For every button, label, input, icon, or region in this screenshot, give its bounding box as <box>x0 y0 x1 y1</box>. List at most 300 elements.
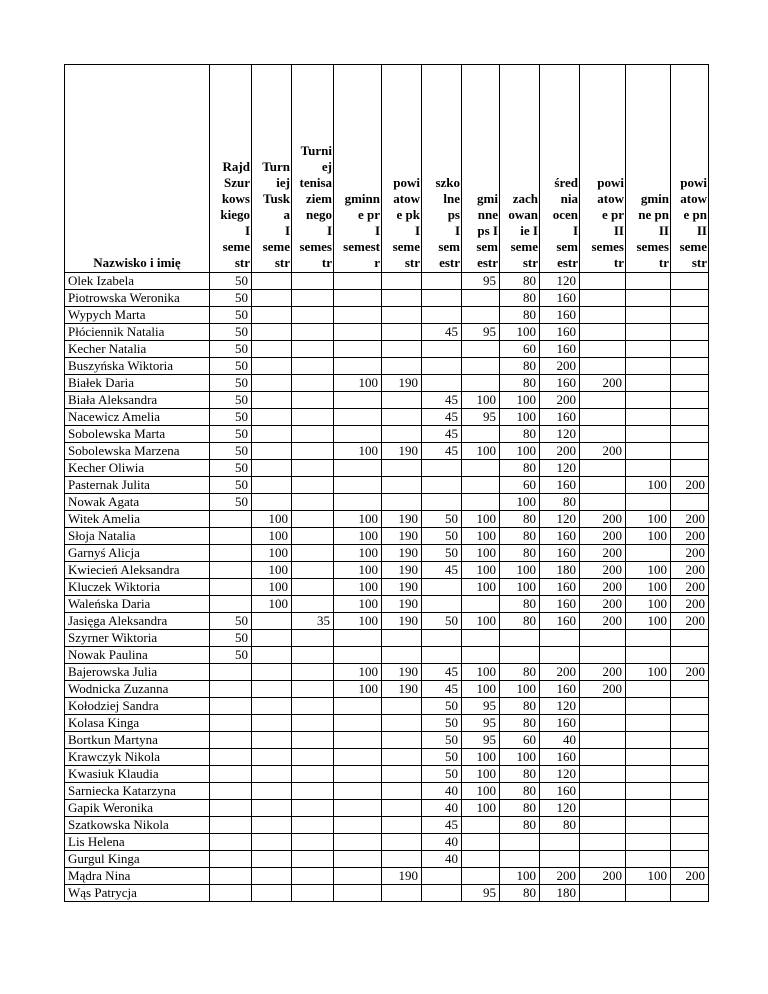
score-cell <box>382 783 422 800</box>
score-cell <box>626 817 671 834</box>
score-cell <box>580 358 626 375</box>
score-cell <box>580 715 626 732</box>
score-cell: 160 <box>540 290 580 307</box>
score-cell: 190 <box>382 868 422 885</box>
score-cell: 100 <box>462 528 500 545</box>
score-cell: 50 <box>210 392 252 409</box>
score-cell <box>292 885 334 902</box>
score-cell <box>292 460 334 477</box>
score-cell <box>671 494 709 511</box>
table-row <box>65 715 709 732</box>
student-name-cell: Kecher Natalia <box>65 341 210 358</box>
score-cell <box>292 732 334 749</box>
student-name-cell: Witek Amelia <box>65 511 210 528</box>
score-cell: 80 <box>500 273 540 290</box>
score-cell <box>382 885 422 902</box>
score-cell <box>626 358 671 375</box>
score-cell: 100 <box>626 613 671 630</box>
score-cell: 50 <box>422 749 462 766</box>
score-cell <box>252 732 292 749</box>
score-cell <box>580 834 626 851</box>
score-cell <box>334 426 382 443</box>
score-cell <box>382 477 422 494</box>
score-cell: 100 <box>334 681 382 698</box>
score-cell <box>210 562 252 579</box>
score-cell <box>292 868 334 885</box>
score-cell: 200 <box>540 358 580 375</box>
score-cell <box>210 766 252 783</box>
score-cell <box>671 630 709 647</box>
table-row <box>65 783 709 800</box>
score-cell <box>422 477 462 494</box>
score-cell: 100 <box>462 766 500 783</box>
score-cell <box>422 273 462 290</box>
score-cell: 50 <box>210 375 252 392</box>
score-cell <box>292 851 334 868</box>
score-cell <box>334 477 382 494</box>
score-cell <box>671 851 709 868</box>
score-cell <box>462 817 500 834</box>
score-cell <box>462 375 500 392</box>
score-cell <box>382 647 422 664</box>
score-cell <box>422 494 462 511</box>
student-name-cell: Gapik Weronika <box>65 800 210 817</box>
table-row <box>65 290 709 307</box>
score-cell <box>252 647 292 664</box>
score-cell: 100 <box>334 596 382 613</box>
score-cell: 80 <box>500 698 540 715</box>
score-cell <box>210 698 252 715</box>
score-cell <box>671 834 709 851</box>
score-cell: 180 <box>540 562 580 579</box>
score-cell: 160 <box>540 324 580 341</box>
score-cell <box>422 307 462 324</box>
score-cell: 50 <box>422 715 462 732</box>
student-name-cell: Piotrowska Weronika <box>65 290 210 307</box>
score-cell: 160 <box>540 783 580 800</box>
score-cell <box>671 732 709 749</box>
score-cell: 80 <box>500 290 540 307</box>
student-name-cell: Nowak Agata <box>65 494 210 511</box>
score-cell <box>210 579 252 596</box>
score-cell <box>382 749 422 766</box>
table-row <box>65 358 709 375</box>
score-cell <box>671 460 709 477</box>
score-cell <box>626 732 671 749</box>
column-header-2: Turn iej Tusk a I seme str <box>252 65 292 273</box>
score-cell: 200 <box>580 511 626 528</box>
score-cell: 80 <box>500 426 540 443</box>
score-cell: 45 <box>422 817 462 834</box>
score-cell: 200 <box>580 681 626 698</box>
score-cell: 190 <box>382 613 422 630</box>
score-cell: 160 <box>540 749 580 766</box>
table-row <box>65 868 709 885</box>
score-cell <box>334 341 382 358</box>
score-cell: 100 <box>500 324 540 341</box>
score-cell: 160 <box>540 681 580 698</box>
score-cell: 80 <box>500 885 540 902</box>
score-cell: 160 <box>540 613 580 630</box>
score-cell <box>334 749 382 766</box>
score-cell <box>671 358 709 375</box>
score-cell: 100 <box>462 545 500 562</box>
score-cell: 200 <box>580 868 626 885</box>
score-cell <box>580 273 626 290</box>
score-cell <box>292 664 334 681</box>
table-row <box>65 817 709 834</box>
score-cell <box>292 341 334 358</box>
score-cell: 80 <box>500 817 540 834</box>
score-cell <box>671 375 709 392</box>
score-cell <box>540 851 580 868</box>
score-cell: 100 <box>334 511 382 528</box>
student-name-cell: Krawczyk Nikola <box>65 749 210 766</box>
score-cell: 80 <box>500 375 540 392</box>
score-cell <box>292 647 334 664</box>
score-cell: 100 <box>626 664 671 681</box>
score-cell: 200 <box>580 613 626 630</box>
score-cell <box>292 358 334 375</box>
score-cell: 100 <box>626 477 671 494</box>
score-cell: 200 <box>580 664 626 681</box>
score-cell: 200 <box>580 596 626 613</box>
score-cell <box>580 800 626 817</box>
score-cell <box>382 392 422 409</box>
score-cell: 190 <box>382 596 422 613</box>
score-cell: 200 <box>540 443 580 460</box>
score-cell <box>252 494 292 511</box>
student-name-cell: Garnyś Alicja <box>65 545 210 562</box>
score-cell: 100 <box>500 868 540 885</box>
score-cell: 100 <box>500 409 540 426</box>
table-row <box>65 460 709 477</box>
table-header <box>65 65 709 273</box>
score-cell <box>626 783 671 800</box>
score-cell: 80 <box>500 800 540 817</box>
score-cell <box>292 579 334 596</box>
score-cell: 50 <box>422 528 462 545</box>
score-cell: 200 <box>671 545 709 562</box>
score-cell: 50 <box>422 511 462 528</box>
table-row <box>65 664 709 681</box>
score-cell <box>292 511 334 528</box>
score-cell: 60 <box>500 341 540 358</box>
score-cell <box>500 851 540 868</box>
student-name-cell: Olek Izabela <box>65 273 210 290</box>
score-cell <box>626 681 671 698</box>
score-cell: 160 <box>540 409 580 426</box>
table-row <box>65 392 709 409</box>
score-cell: 45 <box>422 681 462 698</box>
score-cell <box>292 630 334 647</box>
score-cell: 50 <box>210 358 252 375</box>
score-cell: 120 <box>540 273 580 290</box>
score-cell <box>382 307 422 324</box>
score-cell <box>500 647 540 664</box>
student-name-cell: Gurgul Kinga <box>65 851 210 868</box>
table-row <box>65 630 709 647</box>
score-cell <box>382 409 422 426</box>
score-cell <box>210 545 252 562</box>
score-cell: 80 <box>500 783 540 800</box>
score-cell <box>422 885 462 902</box>
score-cell <box>671 307 709 324</box>
score-cell <box>462 647 500 664</box>
score-cell: 100 <box>500 681 540 698</box>
table-row <box>65 749 709 766</box>
score-cell: 100 <box>252 562 292 579</box>
score-cell <box>382 341 422 358</box>
score-cell <box>462 630 500 647</box>
score-cell <box>626 273 671 290</box>
score-cell <box>626 749 671 766</box>
student-name-cell: Lis Helena <box>65 834 210 851</box>
score-cell: 100 <box>252 545 292 562</box>
table-row <box>65 766 709 783</box>
student-name-cell: Sobolewska Marta <box>65 426 210 443</box>
score-cell: 45 <box>422 426 462 443</box>
student-name-cell: Jasięga Aleksandra <box>65 613 210 630</box>
score-cell: 45 <box>422 664 462 681</box>
score-cell: 120 <box>540 460 580 477</box>
score-cell <box>580 817 626 834</box>
score-cell <box>462 868 500 885</box>
student-name-cell: Buszyńska Wiktoria <box>65 358 210 375</box>
score-cell <box>671 800 709 817</box>
score-cell <box>422 375 462 392</box>
score-cell: 200 <box>580 562 626 579</box>
score-cell <box>292 426 334 443</box>
score-cell <box>580 409 626 426</box>
score-cell <box>210 715 252 732</box>
score-cell: 100 <box>334 562 382 579</box>
score-cell <box>462 477 500 494</box>
score-cell: 45 <box>422 409 462 426</box>
score-cell: 190 <box>382 664 422 681</box>
score-cell <box>500 630 540 647</box>
score-cell: 190 <box>382 545 422 562</box>
score-cell: 60 <box>500 477 540 494</box>
score-cell <box>671 324 709 341</box>
score-cell: 200 <box>580 545 626 562</box>
score-cell <box>292 766 334 783</box>
score-cell <box>292 749 334 766</box>
student-name-cell: Mądra Nina <box>65 868 210 885</box>
score-cell <box>382 290 422 307</box>
score-cell <box>626 800 671 817</box>
score-cell: 100 <box>626 528 671 545</box>
score-cell <box>252 341 292 358</box>
score-cell <box>252 443 292 460</box>
score-cell: 40 <box>422 834 462 851</box>
score-cell <box>334 732 382 749</box>
score-cell <box>382 494 422 511</box>
score-cell: 200 <box>580 443 626 460</box>
score-cell <box>334 273 382 290</box>
column-header-11: gmin ne pn II semes tr <box>626 65 671 273</box>
score-cell <box>292 528 334 545</box>
table-row <box>65 477 709 494</box>
score-cell: 95 <box>462 409 500 426</box>
score-cell: 100 <box>462 664 500 681</box>
score-cell <box>671 341 709 358</box>
table-row <box>65 375 709 392</box>
score-cell <box>334 392 382 409</box>
score-cell <box>382 358 422 375</box>
score-cell: 200 <box>671 596 709 613</box>
score-cell: 120 <box>540 426 580 443</box>
score-cell: 95 <box>462 273 500 290</box>
score-cell <box>626 647 671 664</box>
score-cell: 95 <box>462 715 500 732</box>
score-cell <box>292 324 334 341</box>
score-cell <box>252 885 292 902</box>
score-cell <box>580 732 626 749</box>
score-cell <box>252 273 292 290</box>
score-cell <box>671 766 709 783</box>
score-cell <box>671 647 709 664</box>
column-header-9: śred nia ocen I sem estr <box>540 65 580 273</box>
score-cell <box>500 834 540 851</box>
score-cell <box>334 307 382 324</box>
column-header-1: Rajd Szur kows kiego I seme str <box>210 65 252 273</box>
table-row <box>65 681 709 698</box>
score-cell <box>626 324 671 341</box>
score-cell: 160 <box>540 528 580 545</box>
score-cell <box>292 273 334 290</box>
score-cell <box>422 647 462 664</box>
score-cell: 100 <box>626 562 671 579</box>
score-cell <box>334 494 382 511</box>
score-cell: 80 <box>500 715 540 732</box>
score-cell <box>252 800 292 817</box>
score-cell <box>671 681 709 698</box>
score-cell: 50 <box>422 732 462 749</box>
score-cell <box>422 579 462 596</box>
score-cell: 50 <box>210 647 252 664</box>
score-cell <box>292 596 334 613</box>
scores-table <box>64 64 709 902</box>
table-row <box>65 545 709 562</box>
score-cell: 100 <box>334 579 382 596</box>
score-cell: 40 <box>422 800 462 817</box>
score-cell <box>671 715 709 732</box>
score-cell: 50 <box>210 443 252 460</box>
score-cell: 80 <box>500 307 540 324</box>
score-cell: 160 <box>540 307 580 324</box>
table-row <box>65 698 709 715</box>
score-cell: 50 <box>210 460 252 477</box>
score-cell <box>462 494 500 511</box>
score-cell <box>210 511 252 528</box>
score-cell <box>382 834 422 851</box>
score-cell: 100 <box>462 392 500 409</box>
score-cell <box>671 783 709 800</box>
score-cell <box>580 630 626 647</box>
student-name-cell: Płóciennik Natalia <box>65 324 210 341</box>
score-cell <box>382 851 422 868</box>
score-cell <box>210 732 252 749</box>
score-cell <box>580 647 626 664</box>
score-cell <box>292 834 334 851</box>
score-cell <box>334 766 382 783</box>
score-cell: 80 <box>540 817 580 834</box>
score-cell: 200 <box>671 579 709 596</box>
student-name-cell: Kluczek Wiktoria <box>65 579 210 596</box>
score-cell: 200 <box>580 375 626 392</box>
score-cell <box>626 545 671 562</box>
table-row <box>65 341 709 358</box>
score-cell <box>382 817 422 834</box>
score-cell <box>382 273 422 290</box>
table-row <box>65 528 709 545</box>
score-cell <box>210 596 252 613</box>
student-name-cell: Wodnicka Zuzanna <box>65 681 210 698</box>
score-cell <box>382 698 422 715</box>
score-cell: 100 <box>252 511 292 528</box>
score-cell: 100 <box>252 579 292 596</box>
score-cell <box>626 715 671 732</box>
score-cell <box>671 392 709 409</box>
score-cell <box>422 358 462 375</box>
score-cell: 50 <box>210 290 252 307</box>
score-cell: 200 <box>671 511 709 528</box>
score-cell <box>462 341 500 358</box>
score-cell: 160 <box>540 579 580 596</box>
score-cell: 100 <box>500 494 540 511</box>
score-cell <box>252 426 292 443</box>
score-cell: 95 <box>462 698 500 715</box>
score-cell: 35 <box>292 613 334 630</box>
score-cell <box>671 817 709 834</box>
score-cell: 95 <box>462 324 500 341</box>
score-cell <box>671 885 709 902</box>
student-name-cell: Nacewicz Amelia <box>65 409 210 426</box>
score-cell: 120 <box>540 766 580 783</box>
score-cell: 100 <box>334 443 382 460</box>
column-header-5: powi atow e pk I seme str <box>382 65 422 273</box>
score-cell <box>580 477 626 494</box>
score-cell <box>292 290 334 307</box>
score-cell: 100 <box>462 783 500 800</box>
score-cell: 120 <box>540 800 580 817</box>
score-cell: 160 <box>540 545 580 562</box>
score-cell <box>210 528 252 545</box>
score-cell <box>671 698 709 715</box>
score-cell <box>580 341 626 358</box>
score-cell <box>210 783 252 800</box>
table-row <box>65 596 709 613</box>
score-cell <box>252 868 292 885</box>
score-cell <box>671 749 709 766</box>
score-cell: 120 <box>540 698 580 715</box>
score-cell <box>540 647 580 664</box>
score-cell <box>382 460 422 477</box>
score-cell <box>626 392 671 409</box>
header-row <box>65 65 709 273</box>
score-cell: 100 <box>626 596 671 613</box>
score-cell <box>334 817 382 834</box>
score-cell: 100 <box>462 579 500 596</box>
score-cell: 100 <box>462 681 500 698</box>
score-cell <box>252 749 292 766</box>
score-cell: 45 <box>422 324 462 341</box>
score-cell <box>580 698 626 715</box>
score-cell: 50 <box>422 766 462 783</box>
score-cell <box>671 443 709 460</box>
score-cell <box>210 868 252 885</box>
